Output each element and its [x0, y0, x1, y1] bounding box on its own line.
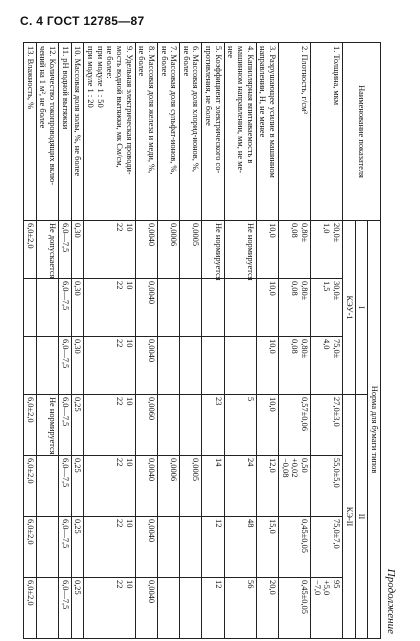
row-value: [202, 337, 224, 395]
row-value: [279, 279, 311, 337]
row-value: [224, 456, 256, 517]
row-value: [157, 395, 179, 456]
row-value: [58, 279, 71, 337]
row-value: [36, 279, 58, 337]
row-value: [71, 221, 84, 279]
row-value: [84, 279, 135, 337]
row-value-line: 12: [213, 580, 223, 589]
row-value: [180, 337, 202, 395]
row-value: [24, 456, 37, 517]
row-value-line: 0,0040: [146, 223, 156, 247]
row-value: [279, 517, 311, 578]
row-indicator: [202, 43, 224, 221]
row-value-line: 4,0: [322, 339, 332, 350]
row-value-line: 20,0±: [332, 223, 342, 243]
row-indicator-line: 5. Коэффициент электрического со-: [213, 46, 223, 174]
row-value: [279, 337, 311, 395]
row-value: [157, 456, 179, 517]
rotated-table-area: [23, 42, 397, 638]
row-value: [135, 395, 157, 456]
table-row: [180, 43, 202, 639]
row-value-line: 0,25: [73, 397, 83, 412]
row-indicator-line: 1. Толщина, мкм: [332, 46, 342, 106]
row-value: [311, 395, 343, 456]
table-row: [24, 43, 37, 639]
row-value-line: 0,0006: [169, 458, 179, 482]
row-value-line: 6,0—7,5: [60, 339, 70, 369]
row-value-line: 6,0—7,5: [60, 458, 70, 488]
row-value: [224, 279, 256, 337]
row-value-line: 6,0±2,0: [25, 397, 35, 423]
row-value-line: 12: [213, 519, 223, 528]
row-value: [36, 395, 58, 456]
row-value: [36, 578, 58, 639]
row-value-line: 6,0—7,5: [60, 519, 70, 549]
row-value: [202, 279, 224, 337]
row-value: [180, 221, 202, 279]
row-value-line: 0,30: [73, 339, 83, 354]
row-value-line: 0,0005: [191, 458, 201, 482]
row-value-line: 10: [124, 580, 134, 589]
row-indicator-line: 7. Массовая доля сульфат-ионов, %,: [169, 46, 179, 175]
row-value: [202, 578, 224, 639]
row-value: [24, 337, 37, 395]
row-value: [180, 578, 202, 639]
row-indicator-line: при модуле 1 : 50: [95, 46, 105, 108]
row-value-line: 0,0040: [146, 339, 156, 363]
row-value-line: 0,0060: [146, 397, 156, 421]
row-value: [36, 517, 58, 578]
row-value-line: 14: [213, 458, 223, 467]
row-indicator: [279, 43, 311, 221]
row-value: [135, 279, 157, 337]
row-value: [256, 517, 278, 578]
row-indicator: [58, 43, 71, 221]
row-value-line: 0,0040: [146, 458, 156, 482]
row-indicator-line: 4. Капиллярная впитываемость в: [245, 46, 255, 164]
row-indicator-line: при модуле 1 : 20: [85, 46, 95, 108]
row-value: [84, 456, 135, 517]
row-value: [84, 337, 135, 395]
row-value-line: 0,30: [73, 223, 83, 238]
row-value: [202, 395, 224, 456]
row-value: [279, 578, 311, 639]
row-value: [24, 517, 37, 578]
row-value: [36, 221, 58, 279]
header-group-1: I: [355, 221, 368, 395]
row-value-line: 0,25: [73, 519, 83, 534]
row-indicator: [135, 43, 157, 221]
row-value: [84, 578, 135, 639]
row-value: [311, 517, 343, 578]
row-value-line: +5,0: [322, 580, 332, 596]
row-value-line: 6,0—7,5: [60, 397, 70, 427]
row-value: [311, 221, 343, 279]
row-value: [71, 578, 84, 639]
row-value-line: 22: [114, 339, 124, 348]
table-row: [279, 43, 311, 639]
row-value-line: 30,0±: [332, 281, 342, 301]
table-row: [157, 43, 179, 639]
row-value: [84, 221, 135, 279]
row-indicator: [71, 43, 84, 221]
row-value-line: 23: [213, 397, 223, 406]
row-value-line: 0,08: [290, 281, 300, 296]
row-indicator-line: направлении, Н, не менее: [258, 46, 268, 138]
row-value: [71, 279, 84, 337]
row-value-line: 0,08: [290, 223, 300, 238]
row-value-line: 10,0: [268, 339, 278, 354]
row-value: [180, 456, 202, 517]
row-value-line: 75,0±7,0: [332, 519, 342, 549]
row-value-line: Не допускается: [47, 223, 57, 279]
row-value-line: Не нормируется: [213, 223, 223, 281]
row-value-line: 0,0040: [146, 519, 156, 543]
row-value: [71, 456, 84, 517]
row-value-line: 6,0±2,0: [25, 580, 35, 606]
row-value: [279, 395, 311, 456]
row-value-line: 6,0—7,5: [60, 223, 70, 253]
row-value: [58, 221, 71, 279]
row-value: [84, 395, 135, 456]
table-row: [224, 43, 256, 639]
row-value: [58, 578, 71, 639]
row-value: [84, 517, 135, 578]
row-value-line: 6,0—7,5: [60, 281, 70, 311]
row-value-line: −7,0: [312, 580, 322, 596]
row-value-line: 22: [114, 458, 124, 467]
row-value-line: 10,0: [268, 223, 278, 238]
header-group-2: II: [355, 395, 368, 639]
row-value: [202, 221, 224, 279]
header-indicator: Наименование показателя: [343, 43, 381, 221]
row-value: [157, 221, 179, 279]
row-value-line: 0,80±: [300, 281, 310, 301]
row-value: [36, 337, 58, 395]
row-value-line: 6,0±2,0: [25, 458, 35, 484]
row-indicator: [224, 43, 256, 221]
row-value: [157, 279, 179, 337]
row-value-line: 22: [114, 519, 124, 528]
row-indicator-line: 10. Массовая доля золы, %, не более: [73, 46, 83, 177]
table-row: [36, 43, 58, 639]
row-value: [58, 337, 71, 395]
row-value: [58, 456, 71, 517]
header-brand-2: КЭ-II: [343, 395, 356, 639]
row-value: [279, 221, 311, 279]
row-value: [256, 221, 278, 279]
row-value: [135, 517, 157, 578]
row-value-line: 10: [124, 519, 134, 528]
row-value-line: 15,0: [268, 519, 278, 534]
row-indicator: [180, 43, 202, 221]
page-header: С. 4 ГОСТ 12785—87: [20, 14, 145, 28]
row-value: [135, 221, 157, 279]
row-value: [224, 221, 256, 279]
row-value-line: 22: [114, 223, 124, 232]
table-row: [135, 43, 157, 639]
row-value-line: 10: [124, 458, 134, 467]
row-indicator-line: мость водной вытяжки, мк См/см,: [114, 46, 124, 168]
row-value: [157, 517, 179, 578]
row-value-line: 10: [124, 223, 134, 232]
row-value-line: Не нормируется: [47, 397, 57, 455]
row-value: [180, 517, 202, 578]
row-value: [256, 337, 278, 395]
row-value-line: 0,30: [73, 281, 83, 296]
row-value: [311, 578, 343, 639]
row-value-line: 0,0005: [191, 223, 201, 247]
row-indicator: [24, 43, 37, 221]
row-value-line: 0,80±: [300, 223, 310, 243]
row-value-line: 20,0: [268, 580, 278, 595]
row-value: [224, 395, 256, 456]
continuation-label: Продолжение: [385, 568, 397, 634]
row-value: [279, 456, 311, 517]
row-value: [311, 337, 343, 395]
row-indicator-line: не более: [159, 46, 169, 77]
row-value-line: 10: [124, 281, 134, 290]
row-value-line: 0,0040: [146, 580, 156, 604]
row-value-line: 6,0±2,0: [25, 223, 35, 249]
row-value-line: 0,08: [290, 339, 300, 354]
table-row: [71, 43, 84, 639]
row-value-line: 55,0±5,0: [332, 458, 342, 488]
row-indicator-line: 3. Разрушающее усилие в машинном: [268, 46, 278, 178]
row-value: [202, 456, 224, 517]
row-value-line: 0,50: [300, 458, 310, 473]
row-indicator-line: нее: [226, 46, 236, 58]
row-indicator: [36, 43, 58, 221]
row-indicator: [311, 43, 343, 221]
row-value: [24, 395, 37, 456]
row-value-line: 22: [114, 397, 124, 406]
table-row: [84, 43, 135, 639]
row-indicator-line: 2. Плотность, г/см³: [300, 46, 310, 114]
header-norm: Норма для бумаги типов: [368, 221, 381, 639]
row-value: [256, 279, 278, 337]
row-value-line: 10: [124, 339, 134, 348]
row-indicator-line: не более: [181, 46, 191, 77]
row-value-line: 6,0—7,5: [60, 580, 70, 610]
row-indicator: [84, 43, 135, 221]
row-value-line: 10,0: [268, 397, 278, 412]
row-value: [135, 456, 157, 517]
row-value: [224, 578, 256, 639]
row-value-line: 12,0: [268, 458, 278, 473]
row-indicator-line: чений на 1 м², не более: [38, 46, 48, 129]
row-indicator: [157, 43, 179, 221]
row-indicator-line: 6. Массовая доля хлорид-ионов, %,: [191, 46, 201, 172]
row-value-line: 10: [124, 397, 134, 406]
table-row: [311, 43, 343, 639]
row-value: [311, 279, 343, 337]
row-value: [71, 337, 84, 395]
row-value: [24, 279, 37, 337]
row-value-line: 10,0: [268, 281, 278, 296]
header-brand-1: КЭУ-1: [343, 221, 356, 395]
row-indicator-line: не более: [137, 46, 147, 77]
row-value: [180, 395, 202, 456]
row-value: [224, 337, 256, 395]
row-value-line: 24: [245, 458, 255, 467]
row-value-line: 75,0±: [332, 339, 342, 359]
row-value: [135, 578, 157, 639]
row-value: [256, 395, 278, 456]
row-value-line: 0,0006: [169, 223, 179, 247]
row-value-line: 0,25: [73, 580, 83, 595]
row-value: [256, 456, 278, 517]
row-value-line: 48: [245, 519, 255, 528]
table-row: [58, 43, 71, 639]
row-value: [24, 578, 37, 639]
row-value: [202, 517, 224, 578]
row-value: [256, 578, 278, 639]
row-value-line: 1,5: [322, 281, 332, 292]
row-value-line: 5: [245, 397, 255, 402]
row-indicator-line: 12. Количество токопроводящих вклю-: [47, 46, 57, 186]
specs-table: [23, 42, 381, 639]
row-value: [180, 279, 202, 337]
row-value-line: 0,57±0,06: [300, 397, 310, 431]
row-indicator-line: машинном направлении, мм, не ме-: [236, 46, 246, 174]
row-value: [24, 221, 37, 279]
row-value: [58, 517, 71, 578]
table-row: [256, 43, 278, 639]
row-value: [71, 395, 84, 456]
row-value: [311, 456, 343, 517]
row-indicator-line: 11. pH водной вытяжки: [60, 46, 70, 130]
row-value-line: Не нормируется: [245, 223, 255, 281]
row-value-line: 22: [114, 580, 124, 589]
row-value-line: 0,80±: [300, 339, 310, 359]
row-indicator-line: 8. Массовая доля железа и меди, %,: [146, 46, 156, 174]
row-value: [157, 578, 179, 639]
row-value-line: 6,0±2,0: [25, 519, 35, 545]
row-value-line: −0,08: [280, 458, 290, 478]
row-value: [71, 517, 84, 578]
row-indicator-line: 9. Удельная электрическая проводи-: [124, 46, 134, 175]
row-value-line: 0,0040: [146, 281, 156, 305]
row-indicator-line: не более:: [105, 46, 115, 79]
row-value: [135, 337, 157, 395]
row-value: [58, 395, 71, 456]
row-value-line: 95: [332, 580, 342, 589]
row-value: [157, 337, 179, 395]
row-value-line: 0,45±0,05: [300, 519, 310, 553]
row-indicator: [256, 43, 278, 221]
row-value-line: 0,45±0,05: [300, 580, 310, 614]
row-indicator-line: противления, не более: [204, 46, 214, 126]
row-value-line: 56: [245, 580, 255, 589]
row-value-line: 0,25: [73, 458, 83, 473]
row-value-line: 1,0: [322, 223, 332, 234]
row-value: [36, 456, 58, 517]
row-value-line: +0,02: [290, 458, 300, 478]
table-body: [24, 43, 343, 639]
row-indicator-line: 13. Влажность, %: [25, 46, 35, 110]
row-value-line: 22: [114, 281, 124, 290]
table-row: [202, 43, 224, 639]
row-value: [224, 517, 256, 578]
row-value-line: 27,0±3,0: [332, 397, 342, 427]
